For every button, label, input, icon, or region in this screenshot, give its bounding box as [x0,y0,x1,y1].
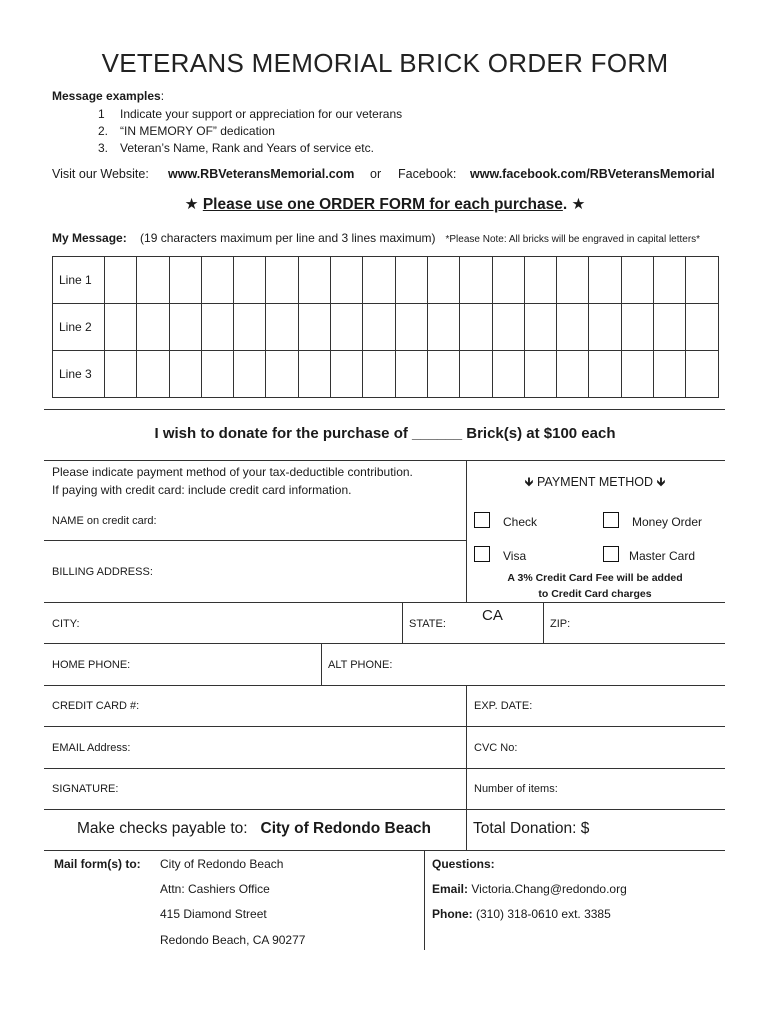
char-box[interactable] [363,304,395,351]
char-box[interactable] [105,257,137,304]
star-icon: ★ [571,196,586,213]
city-field[interactable]: CITY: [52,618,80,630]
char-box[interactable] [234,304,266,351]
divider [543,602,544,643]
char-box[interactable] [105,351,137,398]
fee-notice-line1: A 3% Credit Card Fee will be added [507,572,683,584]
char-box[interactable] [363,257,395,304]
char-box[interactable] [266,304,298,351]
char-box[interactable] [621,304,653,351]
char-box[interactable] [686,304,718,351]
alt-phone-field[interactable]: ALT PHONE: [328,659,393,671]
line-label: Line 2 [53,304,105,351]
char-box[interactable] [201,351,233,398]
divider [424,850,425,950]
mail-address-line: Redondo Beach, CA 90277 [160,933,306,947]
char-box[interactable] [492,304,524,351]
char-box[interactable] [234,351,266,398]
credit-card-instructions: If paying with credit card: include credit card information. [52,483,352,497]
name-on-card-field[interactable]: NAME on credit card: [52,515,157,527]
email-field[interactable]: EMAIL Address: [52,742,131,754]
char-box[interactable] [169,304,201,351]
divider [321,643,322,685]
char-box[interactable] [363,351,395,398]
char-box[interactable] [654,351,686,398]
char-box[interactable] [589,257,621,304]
char-box[interactable] [557,257,589,304]
char-box[interactable] [427,304,459,351]
message-line-3 [53,351,719,398]
char-box[interactable] [331,304,363,351]
char-box[interactable] [589,351,621,398]
char-box[interactable] [460,304,492,351]
or-text: or [370,167,382,181]
state-value: CA [482,607,503,624]
char-box[interactable] [621,257,653,304]
char-box[interactable] [266,257,298,304]
email-link[interactable]: Victoria.Chang@redondo.org [471,882,627,896]
char-box[interactable] [137,257,169,304]
char-box[interactable] [492,257,524,304]
char-box[interactable] [589,304,621,351]
divider [44,809,725,810]
signature-field[interactable]: SIGNATURE: [52,783,119,795]
char-box[interactable] [621,351,653,398]
message-line-2 [53,304,719,351]
char-box[interactable] [201,257,233,304]
visa-label: Visa [503,549,527,563]
billing-address-field[interactable]: BILLING ADDRESS: [52,566,153,578]
divider [44,685,725,686]
questions-heading: Questions: [432,857,495,871]
divider [44,850,725,851]
my-message-header: My Message: (19 characters maximum per line and 3 lines maximum) *Please Note: All bricks will be engraved in capital letters* [52,231,701,245]
char-box[interactable] [654,257,686,304]
char-box[interactable] [427,257,459,304]
char-box[interactable] [524,351,556,398]
char-box[interactable] [331,257,363,304]
cvc-field[interactable]: CVC No: [474,742,518,754]
state-field[interactable]: STATE: [409,618,446,630]
website-link[interactable]: www.RBVeteransMemorial.com [168,167,355,181]
website-label: Visit our Website: [52,167,149,181]
char-box[interactable] [686,351,718,398]
mail-address-line: City of Redondo Beach [160,857,284,871]
char-box[interactable] [654,304,686,351]
check-label: Check [503,515,538,529]
donate-statement: I wish to donate for the purchase of ______ Brick(s) at $100 each [154,425,616,442]
payable-to: Make checks payable to: City of Redondo Beach [77,820,432,837]
total-donation-field[interactable]: Total Donation: $ [473,820,590,837]
examples-heading: Message examples: [52,89,165,103]
char-box[interactable] [395,351,427,398]
home-phone-field[interactable]: HOME PHONE: [52,659,131,671]
char-box[interactable] [557,304,589,351]
char-box[interactable] [201,304,233,351]
money-order-checkbox[interactable] [603,512,619,528]
char-box[interactable] [492,351,524,398]
divider [44,768,725,769]
divider [44,540,467,541]
mail-address-line: Attn: Cashiers Office [160,882,270,896]
divider [44,409,725,410]
char-box[interactable] [169,257,201,304]
zip-field[interactable]: ZIP: [550,618,571,630]
char-box[interactable] [460,257,492,304]
char-box[interactable] [234,257,266,304]
divider [44,726,725,727]
example-item: 3. Veteran’s Name, Rank and Years of service etc. [98,141,374,155]
contact-phone: Phone: (310) 318-0610 ext. 3385 [432,907,611,921]
mail-to-label: Mail form(s) to: [54,857,141,871]
page-title: VETERANS MEMORIAL BRICK ORDER FORM [101,48,669,78]
char-box[interactable] [395,304,427,351]
char-box[interactable] [137,351,169,398]
divider [44,460,725,461]
char-box[interactable] [686,257,718,304]
facebook-link[interactable]: www.facebook.com/RBVeteransMemorial [470,167,715,181]
money-order-label: Money Order [632,515,703,529]
check-checkbox[interactable] [474,512,490,528]
star-icon: ★ [184,196,199,213]
char-box[interactable] [169,351,201,398]
char-box[interactable] [460,351,492,398]
line-label: Line 3 [53,351,105,398]
char-box[interactable] [557,351,589,398]
arrow-down-icon: 🡻 [656,475,666,489]
char-box[interactable] [331,351,363,398]
char-box[interactable] [298,351,330,398]
number-of-items-field[interactable]: Number of items: [474,783,558,795]
divider [402,602,403,643]
master-card-checkbox[interactable] [603,546,619,562]
exp-date-field[interactable]: EXP. DATE: [474,700,533,712]
char-box[interactable] [524,304,556,351]
arrow-down-icon: 🡻 [524,475,534,489]
divider [44,643,725,644]
payment-instructions: Please indicate payment method of your tax-deductible contribution. [52,465,413,479]
example-item: 2. “IN MEMORY OF” dedication [98,124,275,138]
visa-checkbox[interactable] [474,546,490,562]
char-box[interactable] [298,257,330,304]
char-box[interactable] [395,257,427,304]
divider [44,602,725,603]
payment-method-heading: 🡻 PAYMENT METHOD 🡻 [524,475,666,489]
message-grid [52,256,719,398]
contact-email: Email: Victoria.Chang@redondo.org [432,882,627,896]
char-box[interactable] [105,304,137,351]
char-box[interactable] [427,351,459,398]
line-label: Line 1 [53,257,105,304]
one-form-notice: ★ Please use one ORDER FORM for each purchase. ★ [184,196,586,213]
divider [466,685,467,850]
message-line-1 [53,257,719,304]
char-box[interactable] [298,304,330,351]
fee-notice-line2: to Credit Card charges [538,588,652,600]
facebook-label: Facebook: [398,167,457,181]
char-box[interactable] [524,257,556,304]
char-box[interactable] [137,304,169,351]
example-item: 1 Indicate your support or appreciation for our veterans [98,107,403,121]
credit-card-number-field[interactable]: CREDIT CARD #: [52,700,140,712]
mail-address-line: 415 Diamond Street [160,907,267,921]
master-card-label: Master Card [629,549,696,563]
char-box[interactable] [266,351,298,398]
